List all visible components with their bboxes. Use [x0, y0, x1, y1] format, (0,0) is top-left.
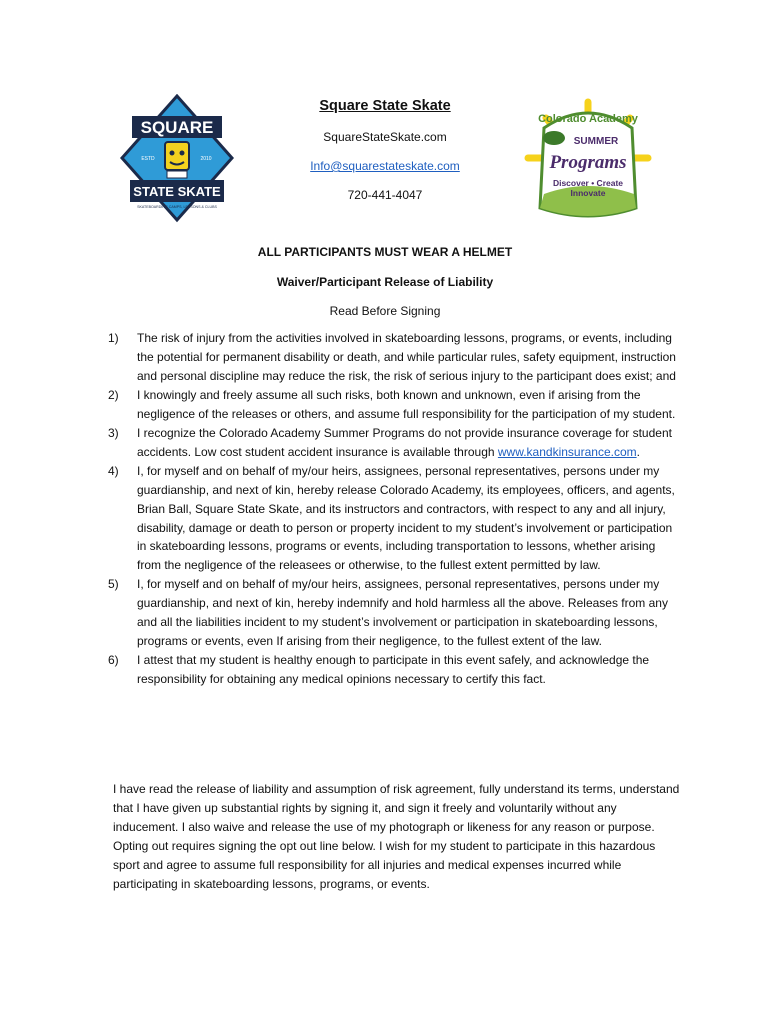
clause-number: 2): [108, 387, 119, 402]
organization-title: Square State Skate: [319, 98, 451, 114]
waiver-heading: Waiver/Participant Release of Liability: [276, 275, 494, 289]
clause-punctuation: .: [636, 444, 640, 459]
organization-email-link[interactable]: Info@squarestateskate.com: [310, 159, 460, 173]
waiver-clause: [108, 424, 680, 462]
organization-header: [250, 96, 520, 204]
logo-right-programs: Programs: [549, 152, 627, 173]
closing-statement: I have read the release of liability and assumption of risk agreement, fully understand its terms, understand that I have given up substantial rights by signing it, and sign it freely and voluntarily without any inducement. I also waive and release the use of my photograph or likeness for any reason or purpose. Opting out requires signing the opt out line below. I wish for my student to participate in this hazardous sport and agree to assume full responsibility for all injuries and medical expenses incurred while participating in skateboarding lessons, programs, or events.: [113, 782, 680, 891]
logo-right-arc-text: Colorado Academy: [538, 113, 638, 125]
clause-number: 5): [108, 577, 119, 592]
clause-text: I, for myself and on behalf of my/our heirs, assignees, personal representatives, persons under my guardianship, and next of kin, hereby indemnify and hold harmless all the above. Releases from any and all the liabilities incident to my student’s involvement or participation in skateboarding lessons, programs or events, even If arising from their negligence, to the fullest extent of the law.: [137, 577, 668, 649]
clause-number: 1): [108, 331, 119, 345]
clause-number: 6): [108, 653, 119, 668]
waiver-clause: [108, 575, 680, 651]
organization-website: SquareStateSkate.com: [323, 130, 447, 144]
logo-left-year: 2010: [200, 156, 212, 162]
waiver-clause-list: [108, 329, 680, 689]
organization-phone: 720-441-4047: [347, 188, 423, 202]
clause-number: 4): [108, 463, 119, 478]
logo-left-bottom-text: STATE SKATE: [133, 184, 221, 199]
read-before-signing: Read Before Signing: [329, 304, 441, 318]
clause-number: 3): [108, 425, 119, 440]
logo-right-tagline-1: Discover • Create: [552, 178, 624, 188]
waiver-clause: [108, 651, 680, 689]
helmet-heading: ALL PARTICIPANTS MUST WEAR A HELMET: [257, 245, 513, 259]
waiver-clause: [108, 386, 680, 424]
colorado-academy-summer-programs-logo: [522, 98, 654, 222]
clause-text: I recognize the Colorado Academy Summer Programs do not provide insurance coverage for student accidents. Low cost student accident insurance is available through: [137, 425, 672, 459]
logo-left-tagline: SKATEBOARDING CAMPS, LESSONS & CLUBS: [137, 205, 217, 209]
clause-text: I attest that my student is healthy enough to participate in this event safely, and acknowledge the responsibility for obtaining any medical opinions necessary to certify this fact.: [137, 653, 650, 687]
logo-right-tagline-2: Innovate: [570, 188, 606, 198]
square-state-skate-logo: [118, 94, 236, 226]
logo-right-summer: SUMMER: [573, 136, 619, 147]
logo-left-estd: ESTD: [141, 156, 155, 162]
insurance-link[interactable]: www.kandkinsurance.com: [497, 444, 637, 459]
clause-text: The risk of injury from the activities involved in skateboarding lessons, programs, or events, including the potential for permanent disability or death, and while particular rules, safety equipment, instruction and personal discipline may reduce the risk, the risk of serious injury to the participant does exist; and: [137, 331, 676, 383]
clause-text: I, for myself and on behalf of my/our heirs, assignees, personal representatives, persons under my guardianship, and next of kin, hereby release Colorado Academy, its employees, officers, and agents, Brian Ball, Square State Skate, and its instructors and contractors, with respect to any and all injury, disability, damage or death to person or property incident to my student’s involvement or participation in skateboarding lessons, programs or events, including transportation to lessons, whether arising from the negligence of the releasees or otherwise, to the fullest extent permitted by law.: [137, 463, 675, 573]
clause-text: I knowingly and freely assume all such risks, both known and unknown, even if arising from the negligence of the releases or others, and assume full responsibility for the participation of my student.: [137, 387, 676, 421]
waiver-clause: [108, 329, 680, 386]
waiver-clause: [108, 462, 680, 576]
logo-left-top-text: SQUARE: [140, 118, 214, 137]
